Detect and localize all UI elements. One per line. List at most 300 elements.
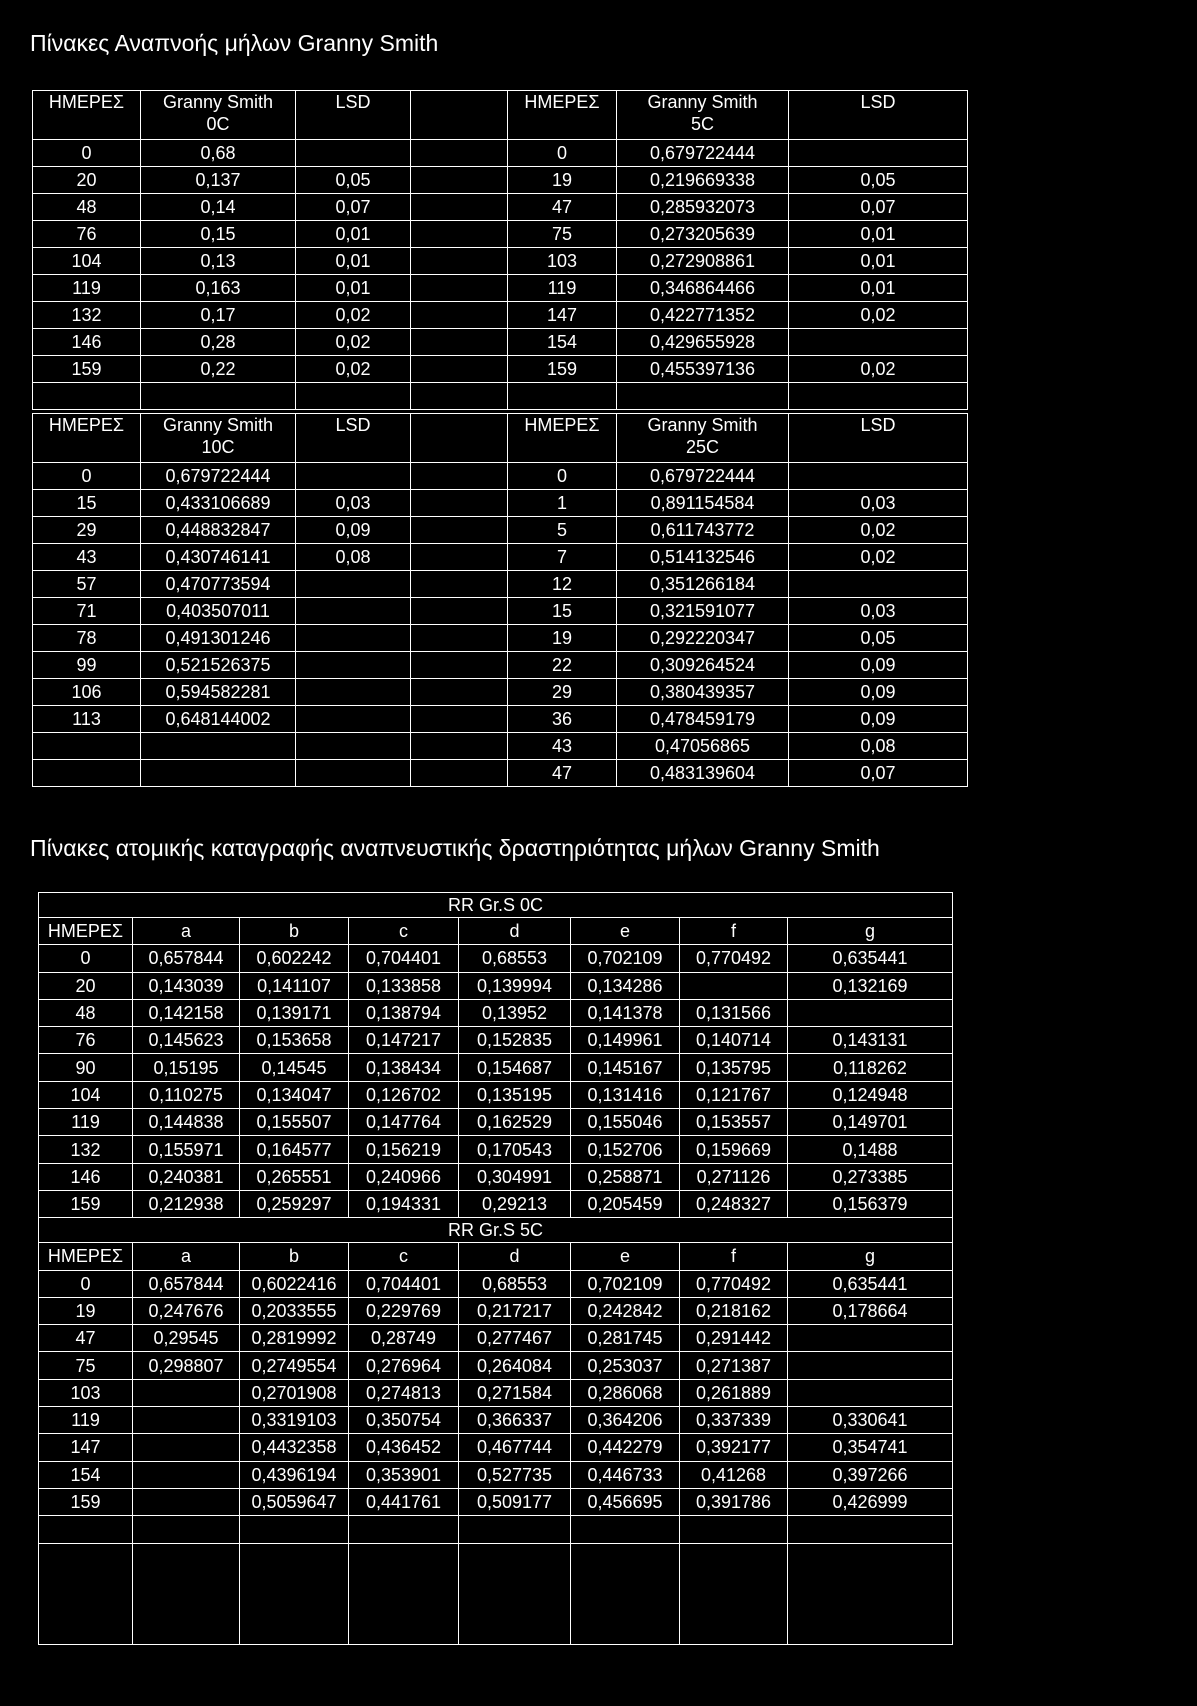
day-cell: 0 [508,140,617,167]
sample-cell: 0,2033555 [240,1297,349,1324]
lsd-cell: 0,03 [789,598,968,625]
lsd-cell: 0,01 [296,248,411,275]
spacer-cell [411,760,508,787]
table-row [39,1352,953,1379]
sample-cell: 0,131416 [571,1081,680,1108]
value-cell: 0,483139604 [617,760,789,787]
sample-cell: 0,152835 [459,1027,571,1054]
lsd-cell: 0,05 [789,167,968,194]
days-header [508,414,617,463]
spacer-cell [411,598,508,625]
table-row [33,140,968,167]
lsd-cell: 0,02 [789,544,968,571]
sample-cell: 0,147217 [349,1027,459,1054]
sample-cell: 0,441761 [349,1488,459,1515]
column-header: d [459,918,571,945]
value-cell: 0,403507011 [141,598,296,625]
sample-cell: 0,704401 [349,945,459,972]
table-row [33,356,968,383]
sample-cell: 0,657844 [133,1270,240,1297]
value-cell: 0,14 [141,194,296,221]
sample-cell: 0,14545 [240,1054,349,1081]
table-row [39,1461,953,1488]
day-cell: 1 [508,490,617,517]
spacer-cell [411,517,508,544]
day-cell: 47 [508,194,617,221]
lsd-cell [789,571,968,598]
empty-cell [571,1516,680,1543]
empty-cell [508,383,617,410]
sample-cell [788,1352,953,1379]
day-cell: 57 [33,571,141,598]
table-row [33,679,968,706]
lsd-cell: 0,03 [296,490,411,517]
sample-cell: 0,271387 [680,1352,788,1379]
sample-cell: 0,68553 [459,1270,571,1297]
sample-cell [788,999,953,1026]
day-cell: 0 [39,945,133,972]
sample-cell: 0,164577 [240,1136,349,1163]
day-cell: 119 [39,1407,133,1434]
table-row [39,1407,953,1434]
spacer-cell [411,194,508,221]
rr-5c-caption-row [39,1218,953,1243]
sample-cell: 0,135195 [459,1081,571,1108]
lsd-cell [789,140,968,167]
lsd-header-label: LSD [335,92,371,112]
day-cell: 7 [508,544,617,571]
sample-cell: 0,353901 [349,1461,459,1488]
table-row [39,1136,953,1163]
value-cell: 0,429655928 [617,329,789,356]
value-cell: 0,68 [141,140,296,167]
lsd-cell [296,733,411,760]
sample-cell: 0,229769 [349,1297,459,1324]
spacer-cell [411,414,508,463]
section-title-rr: Πίνακες ατομικής καταγραφής αναπνευστικής δραστηριότητας μήλων Granny Smith [30,835,880,861]
sample-cell: 0,258871 [571,1163,680,1190]
empty-cell [33,383,141,410]
column-header: c [349,1243,459,1270]
value-cell: 0,17 [141,302,296,329]
spacer-cell [411,356,508,383]
sample-cell: 0,456695 [571,1488,680,1515]
lsd-header [789,414,968,463]
day-cell: 119 [33,275,141,302]
sample-cell: 0,212938 [133,1190,240,1217]
value-cell: 0,430746141 [141,544,296,571]
day-cell: 19 [508,625,617,652]
table-row [39,1297,953,1324]
sample-cell: 0,264084 [459,1352,571,1379]
lsd-cell: 0,08 [789,733,968,760]
day-cell: 146 [33,329,141,356]
sample-cell: 0,155507 [240,1109,349,1136]
sample-cell: 0,240966 [349,1163,459,1190]
sample-cell: 0,159669 [680,1136,788,1163]
sample-cell: 0,154687 [459,1054,571,1081]
sample-cell: 0,366337 [459,1407,571,1434]
value-cell: 0,292220347 [617,625,789,652]
table-row [33,329,968,356]
table-row [33,571,968,598]
value-cell: 0,891154584 [617,490,789,517]
day-cell: 104 [39,1081,133,1108]
sample-cell: 0,145623 [133,1027,240,1054]
sample-cell [680,972,788,999]
lsd-cell: 0,01 [789,221,968,248]
header-row [33,414,968,463]
table-row [33,302,968,329]
spacer-cell [411,652,508,679]
lsd-header [296,414,411,463]
lsd-cell [296,625,411,652]
day-cell: 22 [508,652,617,679]
sample-cell: 0,2819992 [240,1325,349,1352]
table-row [39,1270,953,1297]
day-cell: 159 [33,356,141,383]
sample-cell: 0,527735 [459,1461,571,1488]
lsd-cell [296,463,411,490]
value-cell: 0,22 [141,356,296,383]
table-row [39,1488,953,1515]
table-row [33,167,968,194]
value-cell: 0,28 [141,329,296,356]
lsd-cell: 0,07 [789,760,968,787]
column-header: e [571,918,680,945]
table-row [33,598,968,625]
sample-cell: 0,68553 [459,945,571,972]
sample-cell: 0,391786 [680,1488,788,1515]
column-header: g [788,918,953,945]
spacer-cell [411,248,508,275]
day-cell: 47 [39,1325,133,1352]
sample-cell: 0,152706 [571,1136,680,1163]
day-cell: 104 [33,248,141,275]
table-row [33,706,968,733]
sample-cell: 0,149961 [571,1027,680,1054]
lsd-cell: 0,01 [296,221,411,248]
column-header: a [133,1243,240,1270]
table-row [39,1027,953,1054]
table-row [33,760,968,787]
sample-header [617,414,789,463]
day-cell: 15 [33,490,141,517]
sample-cell [788,1379,953,1406]
value-cell: 0,137 [141,167,296,194]
empty-cell [240,1543,349,1644]
table-row [33,221,968,248]
rr-0c-caption: RR Gr.S 0C [39,893,953,918]
value-cell: 0,13 [141,248,296,275]
days-header [33,91,141,140]
empty-cell [789,383,968,410]
rr-0c-caption-row [39,893,953,918]
day-cell: 99 [33,652,141,679]
sample-header-label: Granny Smith [162,92,274,112]
table-row [39,1190,953,1217]
sample-cell: 0,702109 [571,945,680,972]
lsd-cell: 0,01 [789,275,968,302]
value-cell: 0,346864466 [617,275,789,302]
value-cell: 0,521526375 [141,652,296,679]
sample-cell: 0,291442 [680,1325,788,1352]
sample-cell: 0,6022416 [240,1270,349,1297]
blank-row [39,1543,953,1644]
sample-cell: 0,364206 [571,1407,680,1434]
column-header: e [571,1243,680,1270]
sample-cell: 0,121767 [680,1081,788,1108]
value-cell: 0,455397136 [617,356,789,383]
sample-cell [133,1434,240,1461]
day-cell: 43 [508,733,617,760]
sample-cell: 0,155971 [133,1136,240,1163]
spacer-cell [411,275,508,302]
sample-cell: 0,29545 [133,1325,240,1352]
lsd-cell: 0,01 [789,248,968,275]
day-cell: 20 [39,972,133,999]
lsd-cell [296,679,411,706]
empty-cell [133,1543,240,1644]
lsd-cell: 0,08 [296,544,411,571]
value-cell: 0,470773594 [141,571,296,598]
lsd-cell [296,571,411,598]
sample-cell: 0,124948 [788,1081,953,1108]
sample-cell: 0,140714 [680,1027,788,1054]
day-cell [33,733,141,760]
days-header-label: ΗΜΕΡΕΣ [48,92,125,112]
sample-cell: 0,205459 [571,1190,680,1217]
sample-cell: 0,286068 [571,1379,680,1406]
sample-cell: 0,126702 [349,1081,459,1108]
sample-cell: 0,15195 [133,1054,240,1081]
spacer-cell [411,625,508,652]
sample-cell: 0,218162 [680,1297,788,1324]
mid-tbody [33,414,968,787]
lsd-cell: 0,07 [296,194,411,221]
sample-header-temp: 25C [685,437,720,457]
lsd-cell: 0,02 [296,329,411,356]
day-cell: 147 [508,302,617,329]
sample-cell: 0,247676 [133,1297,240,1324]
value-cell: 0,478459179 [617,706,789,733]
sample-cell: 0,156219 [349,1136,459,1163]
empty-cell [349,1543,459,1644]
column-header: f [680,918,788,945]
table-row [39,1081,953,1108]
day-cell: 75 [508,221,617,248]
day-cell: 19 [39,1297,133,1324]
column-header: f [680,1243,788,1270]
sample-header-temp: 10C [201,437,235,457]
sample-cell: 0,265551 [240,1163,349,1190]
table-row [33,625,968,652]
spacer-cell [411,490,508,517]
days-header-label: ΗΜΕΡΕΣ [524,415,600,435]
sample-cell: 0,602242 [240,945,349,972]
day-cell: 0 [33,140,141,167]
day-cell: 36 [508,706,617,733]
empty-cell [459,1516,571,1543]
sample-cell: 0,133858 [349,972,459,999]
day-cell [33,760,141,787]
days-header-label: ΗΜΕΡΕΣ [524,92,600,112]
value-cell [141,733,296,760]
blank-row [33,383,968,410]
empty-cell [459,1543,571,1644]
sample-cell: 0,156379 [788,1190,953,1217]
value-cell: 0,273205639 [617,221,789,248]
sample-header [141,91,296,140]
empty-cell [788,1516,953,1543]
table-row [33,194,968,221]
blank-row [39,1516,953,1543]
day-cell: 103 [39,1379,133,1406]
value-cell: 0,611743772 [617,517,789,544]
sample-header [141,414,296,463]
day-cell: 113 [33,706,141,733]
lsd-cell: 0,09 [789,679,968,706]
day-cell: 119 [39,1109,133,1136]
table-row [33,544,968,571]
lsd-cell: 0,02 [789,302,968,329]
table-row [39,945,953,972]
day-cell: 159 [39,1488,133,1515]
empty-cell [788,1543,953,1644]
day-cell: 147 [39,1434,133,1461]
day-cell: 0 [33,463,141,490]
table-row [39,999,953,1026]
lsd-cell [789,329,968,356]
sample-cell: 0,153557 [680,1109,788,1136]
value-cell: 0,514132546 [617,544,789,571]
day-cell: 48 [33,194,141,221]
lsd-cell: 0,09 [296,517,411,544]
day-cell: 71 [33,598,141,625]
respiration-table-0c-5c [32,90,968,410]
sample-cell: 0,635441 [788,945,953,972]
sample-cell: 0,273385 [788,1163,953,1190]
day-cell: 29 [33,517,141,544]
sample-cell: 0,304991 [459,1163,571,1190]
sample-cell: 0,509177 [459,1488,571,1515]
sample-cell: 0,770492 [680,945,788,972]
lsd-cell [296,140,411,167]
sample-cell: 0,118262 [788,1054,953,1081]
sample-cell: 0,298807 [133,1352,240,1379]
rr-0c-header-row [39,918,953,945]
day-cell: 146 [39,1163,133,1190]
sample-cell: 0,41268 [680,1461,788,1488]
column-header: g [788,1243,953,1270]
empty-cell [141,383,296,410]
sample-cell [788,1325,953,1352]
sample-cell: 0,110275 [133,1081,240,1108]
days-header-label: ΗΜΕΡΕΣ [48,415,125,435]
column-header: b [240,918,349,945]
spacer-cell [411,221,508,248]
page-title: Πίνακες Αναπνοής μήλων Granny Smith [30,30,439,56]
sample-cell: 0,149701 [788,1109,953,1136]
column-header: a [133,918,240,945]
sample-cell: 0,635441 [788,1270,953,1297]
column-header: d [459,1243,571,1270]
sample-cell: 0,350754 [349,1407,459,1434]
sample-cell: 0,240381 [133,1163,240,1190]
value-cell: 0,321591077 [617,598,789,625]
empty-cell [133,1516,240,1543]
empty-cell [617,383,789,410]
sample-header-label: Granny Smith [162,415,274,435]
lsd-cell: 0,09 [789,706,968,733]
respiration-table-10c-25c [32,413,968,787]
value-cell: 0,594582281 [141,679,296,706]
sample-cell: 0,131566 [680,999,788,1026]
sample-header [617,91,789,140]
spacer-cell [411,733,508,760]
day-cell: 48 [39,999,133,1026]
sample-cell: 0,259297 [240,1190,349,1217]
sample-cell: 0,354741 [788,1434,953,1461]
header-row [33,91,968,140]
day-cell: 119 [508,275,617,302]
table-row [39,1325,953,1352]
sample-cell: 0,138794 [349,999,459,1026]
sample-cell: 0,138434 [349,1054,459,1081]
day-cell: 154 [508,329,617,356]
spacer-cell [411,544,508,571]
lsd-cell [296,598,411,625]
table-row [33,733,968,760]
sample-cell: 0,134047 [240,1081,349,1108]
sample-cell: 0,253037 [571,1352,680,1379]
day-cell: 75 [39,1352,133,1379]
table-row [39,1054,953,1081]
sample-cell: 0,144838 [133,1109,240,1136]
lsd-cell: 0,01 [296,275,411,302]
spacer-cell [411,329,508,356]
empty-cell [680,1516,788,1543]
lsd-cell [296,652,411,679]
sample-cell: 0,2701908 [240,1379,349,1406]
sample-cell [133,1488,240,1515]
sample-cell: 0,141378 [571,999,680,1026]
day-cell: 132 [39,1136,133,1163]
sample-header-temp: 0C [206,114,230,134]
sample-cell: 0,141107 [240,972,349,999]
day-cell: 19 [508,167,617,194]
day-cell: 12 [508,571,617,598]
value-cell: 0,679722444 [141,463,296,490]
sample-header-label: Granny Smith [647,415,758,435]
day-cell: 90 [39,1054,133,1081]
sample-cell: 0,29213 [459,1190,571,1217]
sample-cell: 0,4396194 [240,1461,349,1488]
day-cell: 29 [508,679,617,706]
sample-cell: 0,143039 [133,972,240,999]
sample-cell: 0,139171 [240,999,349,1026]
spacer-cell [411,140,508,167]
column-header: c [349,918,459,945]
value-cell [141,760,296,787]
spacer-cell [411,571,508,598]
day-cell: 132 [33,302,141,329]
rr-table [38,892,953,1645]
sample-cell: 0,271126 [680,1163,788,1190]
day-cell: 15 [508,598,617,625]
lsd-cell: 0,05 [789,625,968,652]
table-row [33,275,968,302]
